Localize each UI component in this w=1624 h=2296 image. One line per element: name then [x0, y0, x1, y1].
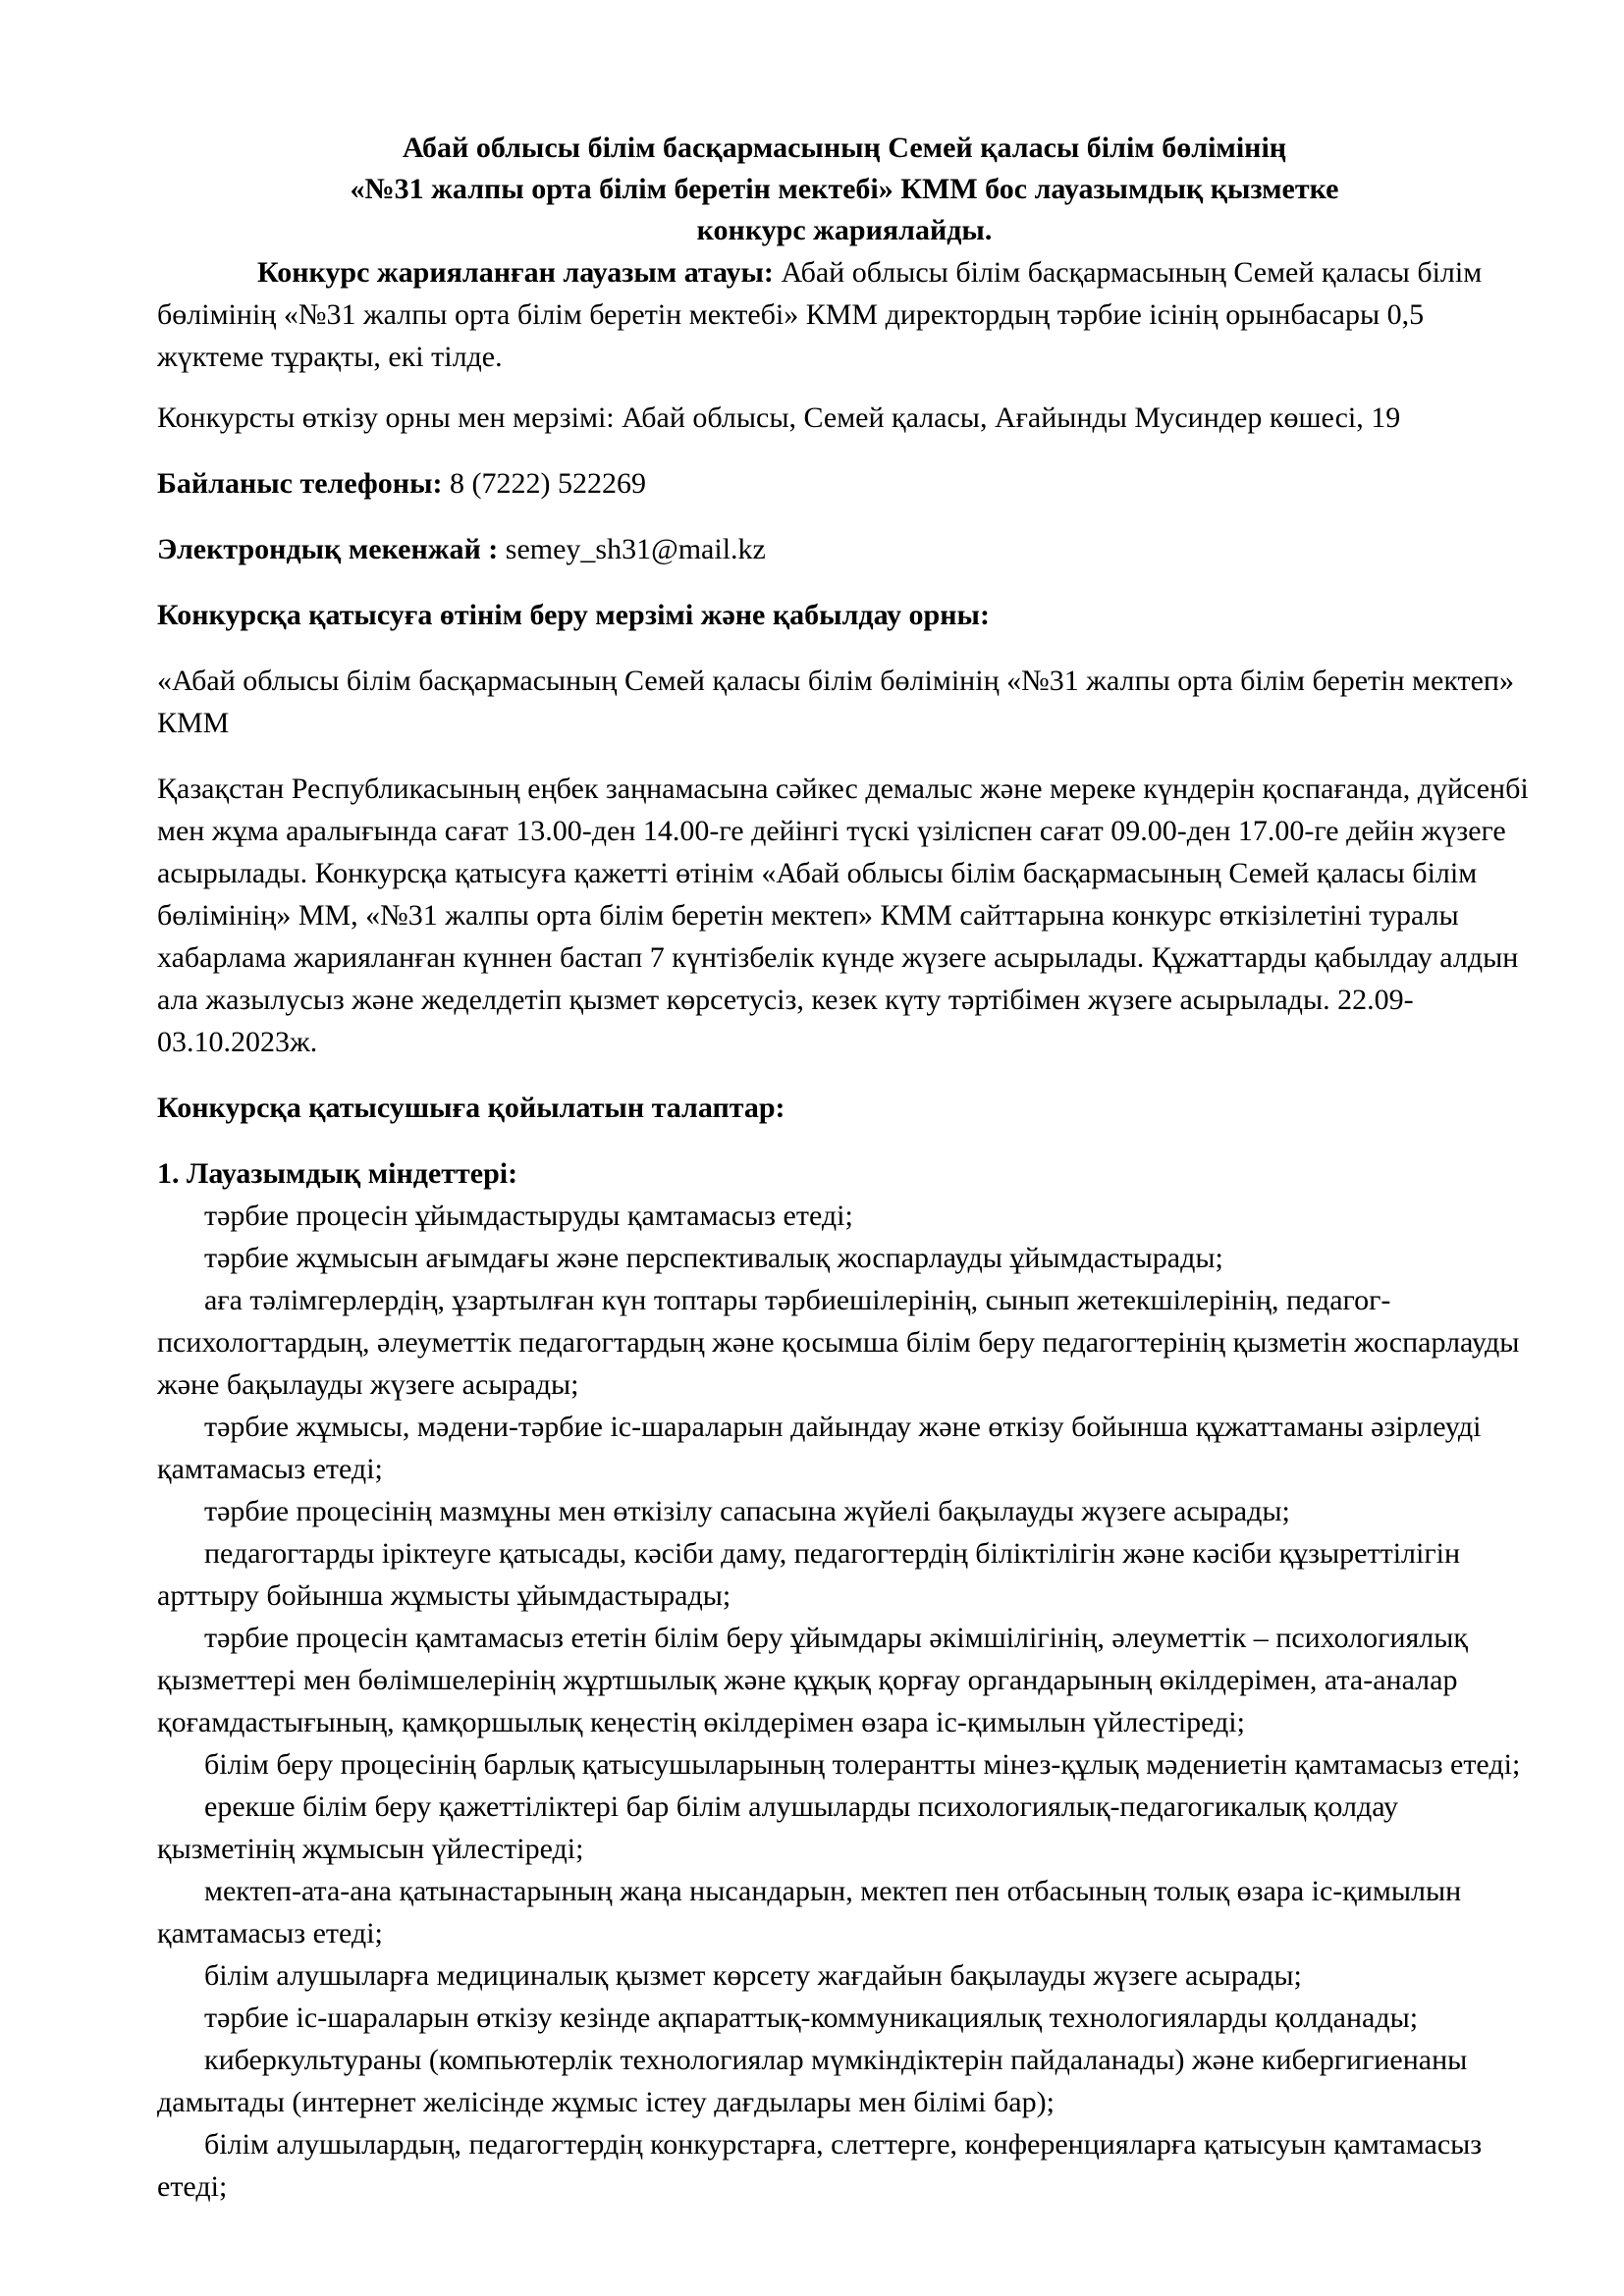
duty-item: ерекше білім беру қажеттіліктері бар білім алушыларды психологиялық-педагогикалық қолдау қызметінің жұмысын үйлестіреді; [157, 1790, 1399, 1865]
duty-item: тәрбие процесін ұйымдастыруды қамтамасыз етеді; [204, 1200, 853, 1232]
title-line-3: конкурс жариялайды. [696, 214, 993, 246]
duty-item: педагогтарды іріктеуге қатысады, кәсіби даму, педагогтердің біліктілігін және кәсіби құзыреттілігін арттыру бойынша жұмысты ұйымдастырады; [157, 1537, 1461, 1612]
position-paragraph [157, 251, 1532, 378]
venue-paragraph: Конкурсты өткізу орны мен мерзімі: Абай облысы, Семей қаласы, Ағайынды Мусиндер көшесі, 19 [157, 401, 1401, 434]
position-text: Абай облысы білім басқармасының Семей қаласы білім бөлімінің «№31 жалпы орта білім беретін мектебі» КММ директордың тәрбие ісінің орынбасары 0,5 жүктеме тұрақты, екі тілде. [157, 256, 1483, 373]
document-title [157, 128, 1532, 251]
duty-item: тәрбие процесін қамтамасыз ететін білім беру ұйымдары әкімшілігінің, әлеуметтік – психологиялық қызметтері мен бөлімшелерінің жұртшылық және құқық қорғау органдарының өкілдерімен, ата-аналар қоғамдастығының, қамқоршылық кеңестің өкілдерімен өзара іс-қимылын үйлестіреді; [157, 1622, 1469, 1738]
schedule-paragraph: Қазақстан Республикасының еңбек заңнамасына сәйкес демалыс және мереке күндерін қоспағанда, дүйсенбі мен жұма аралығында сағат 13.00-ден 14.00-ге дейінгі түскі үзіліспен сағат 09.00-ден 17.00-ге дейін жүзеге асырылады. Конкурсқа қатысуға қажетті өтінім «Абай облысы білім басқармасының Семей қаласы білім бөлімінің» ММ, «№31 жалпы орта білім беретін мектеп» КММ сайттарына конкурс өткізілетіні туралы хабарлама жарияланған күннен бастап 7 күнтізбелік күнде жүзеге асырылады. Құжаттарды қабылдау алдын ала жазылусыз және жеделдетіп қызмет көрсетусіз, кезек күту тәртібімен жүзеге асырылады. 22.09-03.10.2023ж. [157, 773, 1529, 1058]
document-body [157, 128, 1532, 2208]
duty-item: аға тәлімгерлердің, ұзартылған күн топтары тәрбиешілерінің, сынып жетекшілерінің, педагог-психологтардың, әлеуметтік педагогтардың және қосымша білім беру педагогтерінің қызметін жоспарлауды және бақылауды жүзеге асырады; [157, 1284, 1520, 1401]
application-heading: Конкурсқа қатысуға өтінім беру мерзімі және қабылдау орны: [157, 599, 990, 631]
duty-item: тәрбие процесінің мазмұны мен өткізілу сапасына жүйелі бақылауды жүзеге асырады; [204, 1495, 1290, 1527]
phone-value: 8 (7222) 522269 [442, 467, 646, 500]
duties-heading: 1. Лауазымдық міндеттері: [157, 1157, 518, 1190]
email-label: Электрондық мекенжай : [157, 533, 499, 565]
phone-label: Байланыс телефоны: [157, 467, 443, 500]
duty-item: білім беру процесінің барлық қатысушыларының толерантты мінез-құлық мәдениетін қамтамасыз етеді; [204, 1748, 1521, 1781]
title-line-2: «№31 жалпы орта білім беретін мектебі» КММ бос лауазымдық қызметке [350, 173, 1339, 205]
requirements-heading: Конкурсқа қатысушыға қойылатын талаптар: [157, 1092, 785, 1124]
email-line [157, 528, 1532, 570]
duty-item: тәрбие жұмысын ағымдағы және перспективалық жоспарлауды ұйымдастырады; [204, 1242, 1223, 1274]
duty-item: білім алушылардың, педагогтердің конкурстарға, слеттерге, конференцияларға қатысуын қамтамасыз етеді; [157, 2128, 1483, 2203]
email-value: semey_sh31@mail.kz [498, 533, 766, 565]
duty-item: мектеп-ата-ана қатынастарының жаңа нысандарын, мектеп пен отбасының толық өзара іс-қимылын қамтамасыз етеді; [157, 1875, 1462, 1949]
application-place: «Абай облысы білім басқармасының Семей қаласы білім бөлімінің «№31 жалпы орта білім беретін мектеп» КММ [157, 665, 1514, 739]
duty-item: киберкультураны (компьютерлік технологиялар мүмкіндіктерін пайдаланады) және кибергигиенаны дамытады (интернет желісінде жұмыс істеу дағдылары мен білімі бар); [157, 2044, 1468, 2118]
title-line-1: Абай облысы білім басқармасының Семей қаласы білім бөлімінің [402, 132, 1287, 164]
duty-item: тәрбие іс-шараларын өткізу кезінде ақпараттық-коммуникациялық технологияларды қолданады; [204, 2002, 1419, 2034]
duty-item: тәрбие жұмысы, мәдени-тәрбие іс-шараларын дайындау және өткізу бойынша құжаттаманы әзірлеуді қамтамасыз етеді; [157, 1411, 1482, 1485]
phone-line [157, 462, 1532, 505]
duty-item: білім алушыларға медициналық қызмет көрсету жағдайын бақылауды жүзеге асырады; [204, 1959, 1302, 1992]
position-label: Конкурс жарияланған лауазым атауы: [257, 256, 774, 289]
